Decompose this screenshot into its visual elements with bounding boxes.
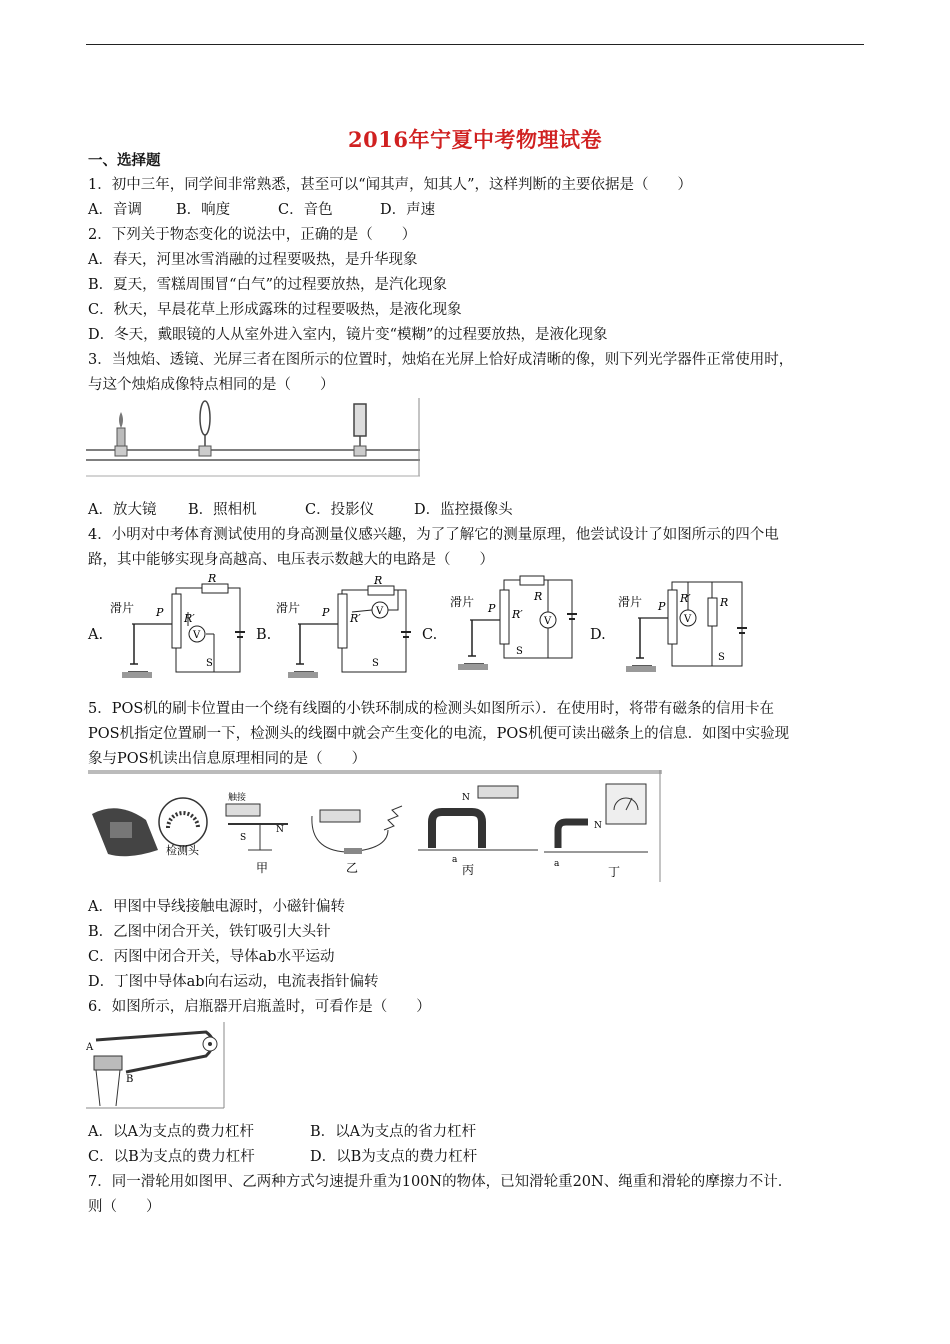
svg-text:P: P: [156, 606, 164, 619]
svg-text:滑片: 滑片: [276, 601, 301, 615]
svg-text:N: N: [276, 825, 284, 835]
svg-text:R′: R′: [184, 612, 195, 625]
svg-text:V: V: [376, 606, 384, 617]
q6-options-row2: [88, 1146, 477, 1168]
q1-option-d: D．声速: [380, 202, 436, 218]
svg-text:S: S: [240, 833, 247, 843]
section-heading: 一、选择题: [88, 152, 161, 169]
svg-text:S: S: [206, 658, 213, 669]
svg-text:R: R: [208, 572, 217, 585]
q4-circuit-c: [436, 566, 584, 674]
q4-label-c: C.: [422, 627, 438, 643]
svg-text:P: P: [322, 606, 330, 619]
q5-stem-line3: 象与POS机读出信息原理相同的是（ ）: [88, 751, 367, 767]
svg-text:丁: 丁: [608, 865, 621, 879]
q2-stem: 2．下列关于物态变化的说法中，正确的是（ ）: [88, 227, 417, 243]
q7-stem-line1: 7．同一滑轮用如图甲、乙两种方式匀速提升重为100N的物体，已知滑轮重20N、绳重和滑轮的摩擦力不计．: [88, 1174, 793, 1190]
svg-text:甲: 甲: [256, 861, 269, 875]
experiment-yi: [312, 806, 402, 875]
q5-option-b: B．乙图中闭合开关，铁钉吸引大头针: [88, 924, 331, 940]
svg-text:滑片: 滑片: [450, 595, 475, 609]
q4-stem-line1: 4．小明对中考体育测试使用的身高测量仪感兴趣，为了了解它的测量原理，他尝试设计了如图所示的四个电: [88, 527, 779, 543]
svg-text:V: V: [544, 616, 552, 627]
svg-text:滑片: 滑片: [618, 595, 643, 609]
svg-text:乙: 乙: [346, 861, 359, 875]
q3-option-b: B．照相机: [188, 502, 257, 518]
svg-text:N: N: [594, 821, 602, 831]
q6-options-row1: [88, 1121, 476, 1143]
q4-label-a: A.: [88, 627, 104, 643]
q6-option-c: C．以B为支点的费力杠杆: [88, 1149, 255, 1165]
q2-option-a: A．春天，河里冰雪消融的过程要吸热，是升华现象: [88, 252, 418, 268]
q6-option-a: A．以A为支点的费力杠杆: [88, 1124, 254, 1140]
q4-circuit-d: [608, 572, 756, 680]
q5-option-a: A．甲图中导线接触电源时，小磁针偏转: [88, 899, 345, 915]
svg-text:检测头: 检测头: [166, 844, 199, 857]
q3-stem-line1: 3．当烛焰、透镜、光屏三者在图所示的位置时，烛焰在光屏上恰好成清晰的像，则下列光学器件正常使用时，: [88, 352, 794, 368]
q6-bottle-opener-figure: [86, 1022, 226, 1110]
q4-label-b: B.: [256, 627, 272, 643]
svg-text:R: R: [720, 596, 729, 609]
q4-stem-line2: 路，其中能够实现身高越高、电压表示数越大的电路是（ ）: [88, 552, 494, 568]
q3-option-d: D．监控摄像头: [414, 502, 513, 518]
q3-options: [88, 499, 513, 521]
svg-text:P: P: [488, 602, 496, 615]
q6-option-d: D．以B为支点的费力杠杆: [310, 1149, 478, 1165]
experiment-jia: [226, 791, 288, 875]
q5-stem-line2: POS机指定位置刷一下，检测头的线圈中就会产生变化的电流，POS机便可读出磁条上的信息．如图中实验现: [88, 726, 790, 742]
experiment-ding: [544, 784, 648, 879]
q3-option-c: C．投影仪: [305, 502, 375, 518]
q7-stem-line2: 则（ ）: [88, 1199, 161, 1215]
q2-option-c: C．秋天，早晨花草上形成露珠的过程要吸热，是液化现象: [88, 302, 462, 318]
candle-icon: [115, 412, 127, 456]
experiment-bing: [418, 786, 538, 877]
q3-option-a: A．放大镜: [88, 502, 157, 518]
svg-text:R′: R′: [680, 592, 691, 605]
q1-option-b: B．响度: [176, 202, 231, 218]
q2-option-d: D．冬天，戴眼镜的人从室外进入室内，镜片变“模糊”的过程要放热，是液化现象: [88, 327, 608, 343]
svg-text:A: A: [86, 1042, 94, 1053]
q1-stem: 1．初中三年，同学间非常熟悉，甚至可以“闻其声，知其人”，这样判断的主要依据是（ ）: [88, 177, 693, 193]
svg-text:B: B: [126, 1074, 134, 1085]
q5-stem-line1: 5．POS机的刷卡位置由一个绕有线圈的小铁环制成的检测头如图所示）．在使用时，将带有磁条的信用卡在: [88, 701, 775, 717]
page-title: 2016年宁夏中考物理试卷: [348, 127, 602, 152]
q1-option-a: A．音调: [88, 202, 142, 218]
q4-circuit-b: [270, 572, 418, 680]
q1-option-c: C．音色: [278, 202, 333, 218]
svg-text:V: V: [193, 630, 201, 641]
svg-text:R′: R′: [512, 608, 523, 621]
svg-text:P: P: [658, 600, 666, 613]
svg-text:滑片: 滑片: [110, 601, 135, 615]
header-rule: [86, 44, 864, 45]
q3-stem-line2: 与这个烛焰成像特点相同的是（ ）: [88, 377, 335, 393]
bottle-opener-icon: [86, 1032, 217, 1106]
svg-text:a: a: [452, 855, 458, 865]
q3-optical-bench-figure: [86, 398, 420, 478]
q4-circuit-a: [104, 572, 252, 680]
pos-reader-icon: [92, 798, 207, 857]
screen-icon: [354, 404, 366, 456]
svg-text:S: S: [516, 646, 523, 657]
q1-options: [88, 199, 435, 221]
q5-option-d: D．丁图中导体ab向右运动，电流表指针偏转: [88, 974, 379, 990]
svg-text:S: S: [372, 658, 379, 669]
svg-text:R: R: [534, 590, 543, 603]
q2-option-b: B．夏天，雪糕周围冒“白气”的过程要放热，是汽化现象: [88, 277, 447, 293]
svg-text:R: R: [374, 574, 383, 587]
svg-text:丙: 丙: [462, 863, 475, 877]
q6-stem: 6．如图所示，启瓶器开启瓶盖时，可看作是（ ）: [88, 999, 431, 1015]
svg-text:S: S: [718, 652, 725, 663]
q5-experiment-figure: [88, 770, 662, 882]
q5-option-c: C．丙图中闭合开关，导体ab水平运动: [88, 949, 335, 965]
svg-text:a: a: [554, 859, 560, 869]
svg-text:R′: R′: [350, 612, 361, 625]
lens-icon: [199, 401, 211, 456]
q4-label-d: D.: [590, 627, 606, 643]
svg-text:V: V: [684, 614, 692, 625]
svg-text:触接: 触接: [228, 793, 247, 803]
q6-option-b: B．以A为支点的省力杠杆: [310, 1124, 477, 1140]
svg-text:N: N: [462, 793, 470, 803]
